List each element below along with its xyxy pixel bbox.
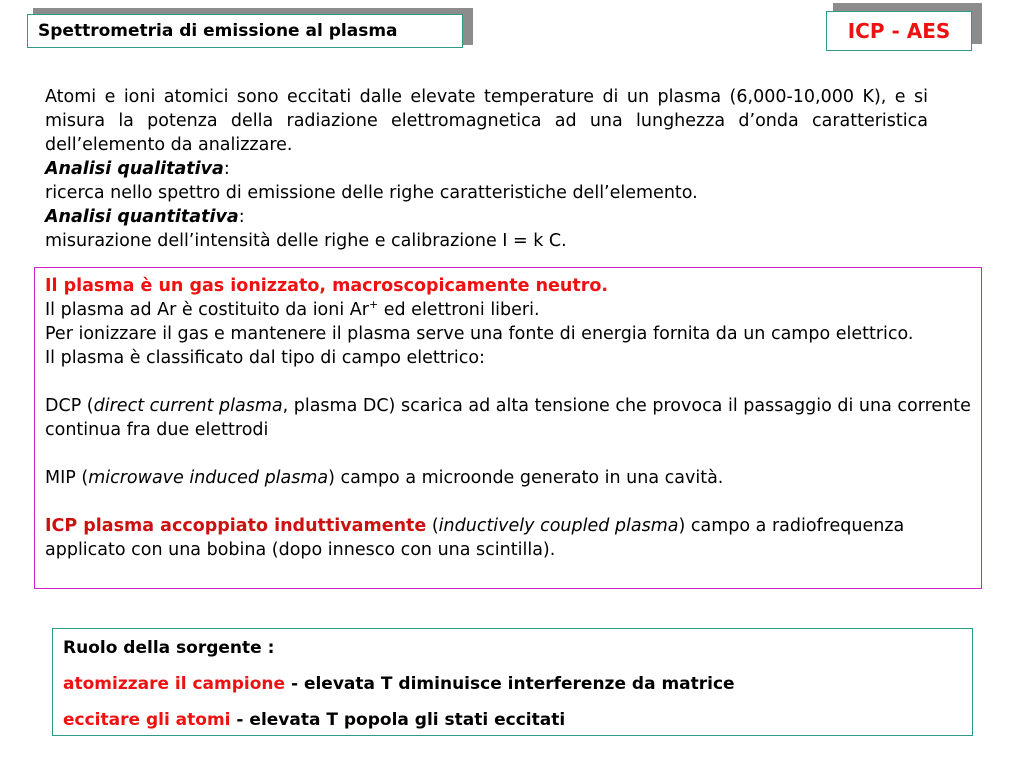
argon-text-after: ed elettroni liberi. xyxy=(378,300,540,320)
excite-line xyxy=(63,707,962,733)
plasma-ionize-text: Per ionizzare il gas e mantenere il plasma serve una fonte di energia fornita da un campo elettrico. xyxy=(45,324,914,344)
quantitative-heading-line xyxy=(45,205,928,229)
icp-bold: ICP plasma accoppiato induttivamente xyxy=(45,516,427,536)
mip-suffix: ) campo a microonde generato in una cavità. xyxy=(328,468,724,488)
icp-aes-badge: ICP - AES xyxy=(826,11,972,51)
plasma-argon-line xyxy=(45,298,971,322)
qualitative-colon: : xyxy=(223,159,230,179)
plasma-heading: Il plasma è un gas ionizzato, macroscopicamente neutro. xyxy=(45,276,609,296)
argon-superscript: + xyxy=(368,298,379,311)
excite-red-text: eccitare gli atomi xyxy=(63,710,231,730)
plasma-info-box xyxy=(34,267,982,589)
dcp-paragraph xyxy=(45,394,971,442)
plasma-classified-text: Il plasma è classificato dal tipo di campo elettrico: xyxy=(45,348,485,368)
spacer xyxy=(45,370,971,394)
qualitative-heading: Analisi qualitativa xyxy=(45,159,224,179)
icp-paragraph xyxy=(45,514,971,562)
quantitative-text: misurazione dell’intensità delle righe e calibrazione I = k C. xyxy=(45,231,567,251)
atomize-rest-text: - elevata T diminuisce interferenze da matrice xyxy=(285,674,735,694)
mip-prefix: MIP ( xyxy=(45,468,89,488)
quantitative-heading: Analisi quantitativa xyxy=(45,207,239,227)
intro-paragraph: Atomi e ioni atomici sono eccitati dalle elevate temperature di un plasma (6,000-10,000 K), e si misura la potenza della radiazione elettromagnetica ad una lunghezza d’onda caratteristica dell’elemento da analizzare. xyxy=(45,87,928,155)
icp-italic: inductively coupled plasma xyxy=(438,516,679,536)
mip-italic: microwave induced plasma xyxy=(88,468,329,488)
dcp-prefix: DCP ( xyxy=(45,396,94,416)
argon-text-before: Il plasma ad Ar è costituito da ioni Ar xyxy=(45,300,369,320)
icp-suffix: ) campo a radiofrequenza applicato con una bobina (dopo innesco con una scintilla). xyxy=(45,516,905,560)
dcp-italic: direct current plasma xyxy=(93,396,283,416)
atomize-red-text: atomizzare il campione xyxy=(63,674,286,694)
excite-rest-text: - elevata T popola gli stati eccitati xyxy=(230,710,566,730)
page-title: Spettrometria di emissione al plasma xyxy=(27,14,463,48)
icp-prefix: ( xyxy=(426,516,439,536)
spacer xyxy=(45,490,971,514)
source-role-box xyxy=(52,628,973,736)
qualitative-text: ricerca nello spettro di emissione delle righe caratteristiche dell’elemento. xyxy=(45,183,698,203)
qualitative-heading-line xyxy=(45,157,928,181)
quantitative-colon: : xyxy=(238,207,245,227)
dcp-suffix: , plasma DC) scarica ad alta tensione che provoca il passaggio di una corrente continua fra due elettrodi xyxy=(45,396,971,440)
spacer xyxy=(45,442,971,466)
mip-paragraph xyxy=(45,466,971,490)
intro-section xyxy=(45,85,928,253)
role-heading: Ruolo della sorgente : xyxy=(63,638,275,658)
atomize-line xyxy=(63,671,962,697)
